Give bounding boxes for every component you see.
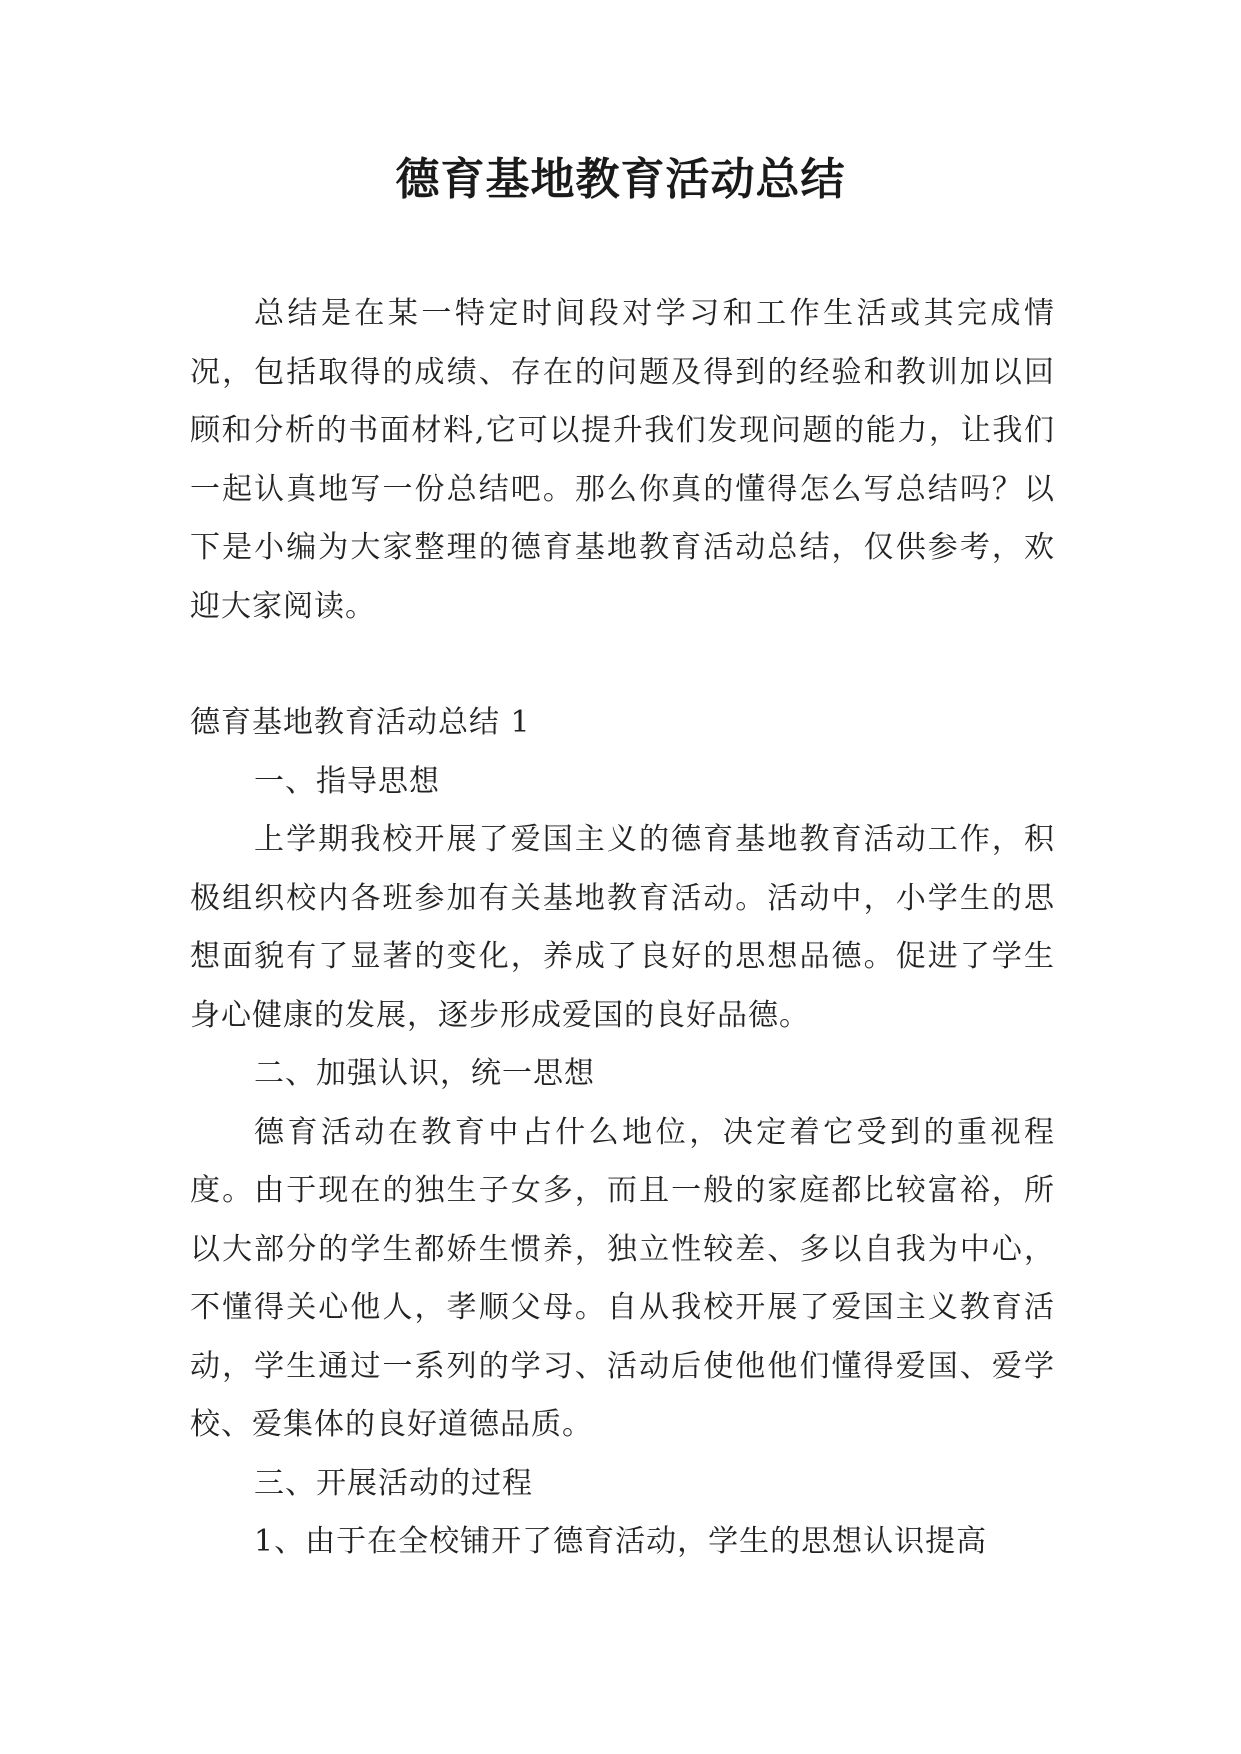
heading-strengthen-understanding: 二、加强认识，统一思想: [254, 1056, 595, 1091]
heading-activity-process: 三、开展活动的过程: [254, 1465, 533, 1501]
body-paragraph-2: 德育活动在教育中占什么地位，决定着它受到的重视程度。由于现在的独生子女多，而且一般的家庭都比较富裕，所以大部分的学生都娇生惯养，独立性较差、多以自我为中心，不懂得关心他人，孝顺父母。自从我校开展了爱国主义教育活动，学生通过一系列的学习、活动后使他他们懂得爱国、爱学校、爱集体的良好道德品质。: [190, 1114, 1055, 1442]
section-title: 德育基地教育活动总结 1: [190, 705, 531, 740]
body-paragraph-1: 上学期我校开展了爱国主义的德育基地教育活动工作，积极组织校内各班参加有关基地教育活动。活动中，小学生的思想面貌有了显著的变化，养成了良好的思想品德。促进了学生身心健康的发展，逐步形成爱国的良好品德。: [190, 822, 1055, 1033]
paragraph-gap: [190, 636, 1055, 694]
document-body: [190, 285, 1055, 1572]
heading-guiding-thought: 一、指导思想: [254, 763, 440, 799]
body-paragraph-3: 1、由于在全校铺开了德育活动，学生的思想认识提高: [254, 1524, 988, 1559]
document-title: 德育基地教育活动总结: [395, 154, 846, 205]
intro-paragraph: 总结是在某一特定时间段对学习和工作生活或其完成情况，包括取得的成绩、存在的问题及得到的经验和教训加以回顾和分析的书面材料,它可以提升我们发现问题的能力，让我们一起认真地写一份总结吧。那么你真的懂得怎么写总结吗？以下是小编为大家整理的德育基地教育活动总结，仅供参考，欢迎大家阅读。: [190, 296, 1055, 624]
